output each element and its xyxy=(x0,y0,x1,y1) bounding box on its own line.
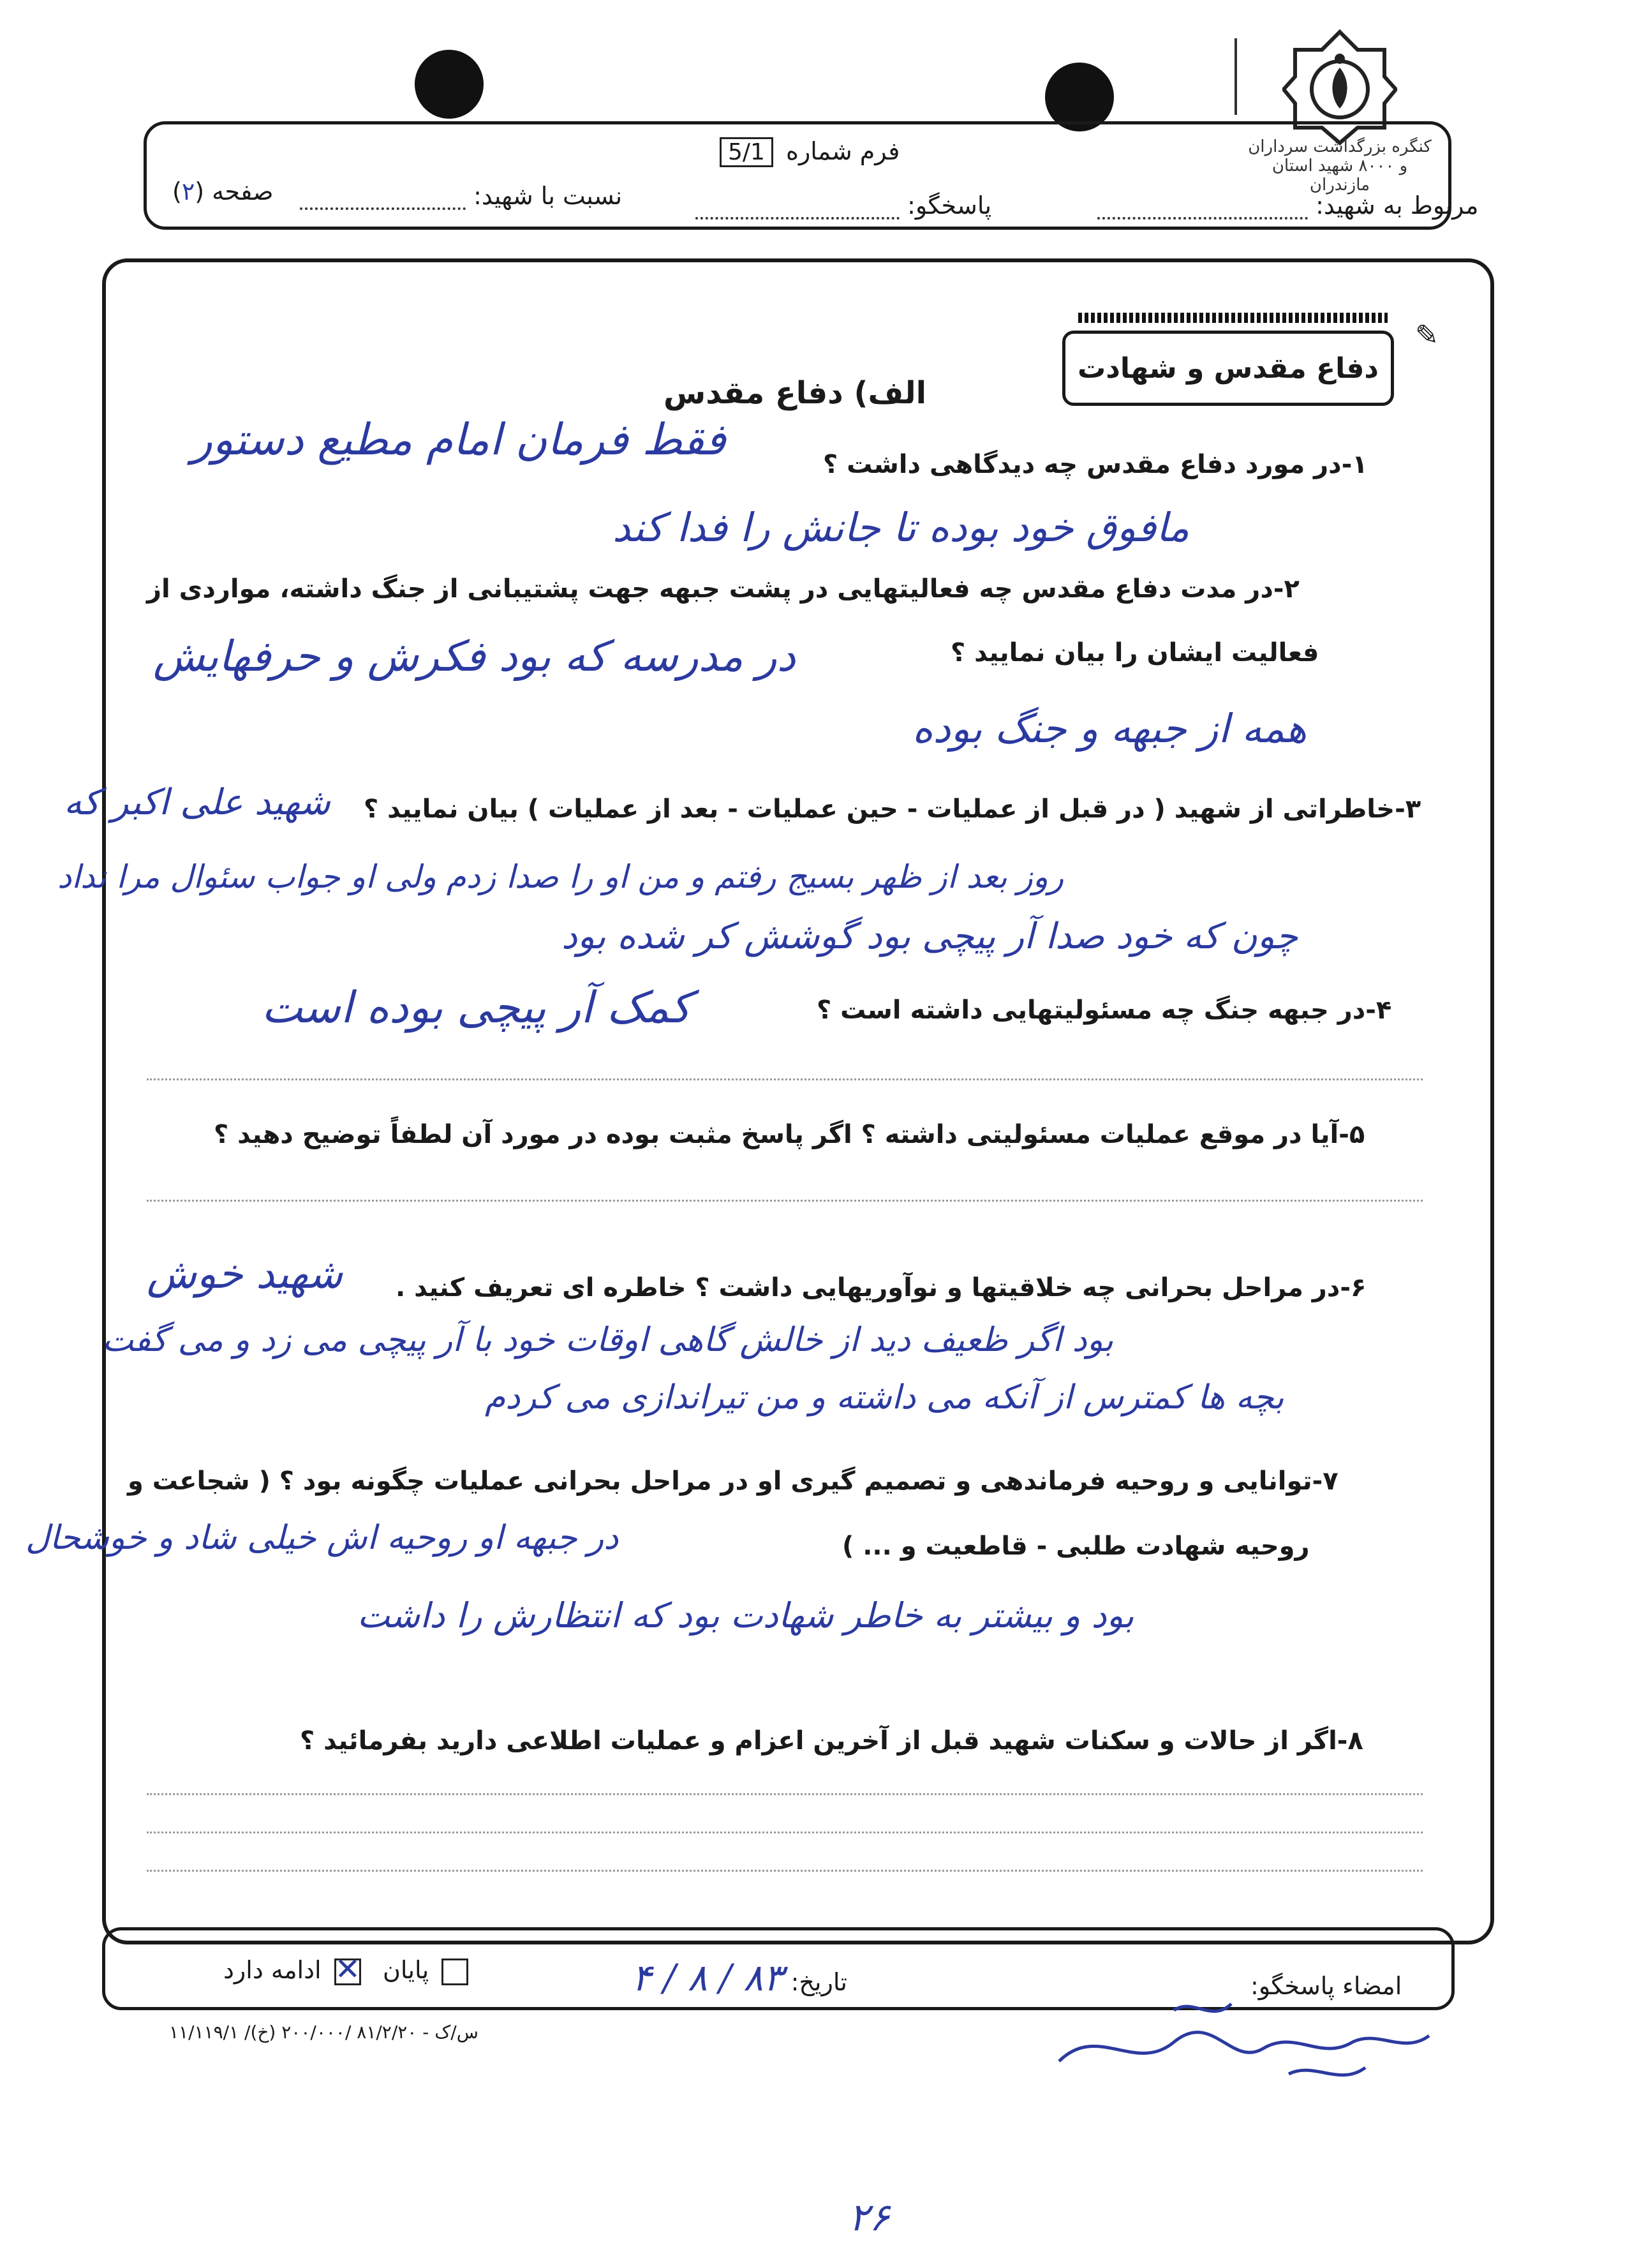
signature-label: امضاء پاسخگو: xyxy=(1250,1972,1402,2000)
question-6: ۶-در مراحل بحرانی چه خلاقیتها و نوآوریهایی داشت ؟ خاطره ای تعریف کنید . xyxy=(396,1273,1367,1302)
question-3: ۳-خاطراتی از شهید ( در قبل از عملیات - حین عملیات - بعد از عملیات ) بیان نمایید ؟ xyxy=(364,795,1421,824)
answer-line xyxy=(147,1078,1423,1080)
answer-line xyxy=(147,1870,1423,1872)
form-number-label: فرم شماره xyxy=(786,137,900,165)
continue-option[interactable] xyxy=(223,1956,366,1985)
answer-4-line-1: کمک آر پیچی بوده است xyxy=(262,983,692,1033)
related-label: مربوط به شهید: xyxy=(1316,191,1479,220)
end-label: پایان xyxy=(383,1956,429,1984)
related-martyr-field xyxy=(1097,191,1478,220)
answer-3-line-2: روز بعد از ظهر بسیج رفتم و من او را صدا زدم ولی او جواب سئوال مرا نداد xyxy=(57,858,1064,895)
relation-field xyxy=(300,182,622,210)
question-4: ۴-در جبهه جنگ چه مسئولیتهایی داشته است ؟ xyxy=(817,996,1392,1025)
answer-6-line-1: شهید خوش xyxy=(147,1251,343,1298)
question-2: ۲-در مدت دفاع مقدس چه فعالیتهایی در پشت جبهه جهت پشتیبانی از جنگ داشته، مواردی از xyxy=(147,574,1300,604)
relation-label: نسبت با شهید: xyxy=(473,182,623,210)
question-8: ۸-اگر از حالات و سکنات شهید قبل از آخرین اعزام و عملیات اطلاعی دارید بفرمائید ؟ xyxy=(300,1726,1363,1756)
section-heading: الف) دفاع مقدس xyxy=(664,375,927,411)
page-number: ۲۶ xyxy=(849,2195,890,2240)
section-tab: دفاع مقدس و شهادت xyxy=(1062,331,1394,406)
answer-2-line-1: در مدرسه که بود فکرش و حرفهایش xyxy=(153,632,796,681)
answer-3-line-1: شهید علی اکبر که xyxy=(64,782,330,823)
pen-icon: ✎ xyxy=(1415,319,1439,352)
page-value: ۲ xyxy=(181,177,195,205)
question-2-cont: فعالیت ایشان را بیان نمایید ؟ xyxy=(951,638,1319,668)
answer-1-line-2: مافوق خود بوده تا جانش را فدا کند xyxy=(612,504,1190,551)
form-code: ۱۱/۱۱۹/۱ /س/ک - ۸۱/۲/۲۰ /۲۰۰/۰۰۰ (خ) xyxy=(169,2022,478,2043)
answer-3-line-3: چون که خود صدا آر پیچی بود گوشش کر شده بود xyxy=(561,916,1298,957)
respondent-label: پاسخگو: xyxy=(907,191,992,220)
question-7: ۷-توانایی و روحیه فرماندهی و تصمیم گیری او در مراحل بحرانی عملیات چگونه بود ؟ ( شجاعت و xyxy=(128,1466,1338,1496)
continue-label: ادامه دارد xyxy=(223,1956,322,1984)
decorative-stripe xyxy=(1078,313,1388,323)
continue-checkbox[interactable] xyxy=(334,1958,361,1985)
answer-1-line-1: فقط فرمان امام مطیع دستور xyxy=(191,415,726,465)
answer-line xyxy=(147,1200,1423,1202)
end-option[interactable] xyxy=(383,1956,473,1985)
date-value: ۸۳ / ۸ / ۴ xyxy=(632,1956,783,1999)
page-label: صفحه xyxy=(212,177,274,205)
end-checkbox[interactable] xyxy=(441,1958,468,1985)
answer-6-line-3: بچه ها کمترس از آنکه می داشته و من تیراندازی می کردم xyxy=(485,1378,1284,1417)
answer-6-line-2: بود اگر ظعیف دید از خالش گاهی اوقات خود با آر پیچی می زد و می گفت xyxy=(102,1321,1114,1359)
answer-2-line-2: همه از جبهه و جنگ بوده xyxy=(912,705,1307,752)
respondent-signature xyxy=(1021,1985,1467,2093)
form-number-row xyxy=(715,137,900,167)
scribble-mark xyxy=(1234,38,1246,115)
punch-hole-left xyxy=(415,50,484,119)
date-label: تاریخ: xyxy=(790,1968,847,1996)
date-field xyxy=(632,1956,847,1999)
form-number-value: 5/1 xyxy=(720,137,773,167)
answer-line xyxy=(147,1832,1423,1833)
answer-7-line-2: بود و بیشتر به خاطر شهادت بود که انتظارش را داشت xyxy=(357,1595,1134,1636)
answer-line xyxy=(147,1793,1423,1795)
page-field: صفحه (۲) xyxy=(172,177,274,205)
question-7-cont: روحیه شهادت طلبی - قاطعیت و ... ) xyxy=(842,1532,1310,1561)
answer-7-line-1: در جبهه او روحیه اش خیلی شاد و خوشحال xyxy=(26,1519,619,1557)
question-5: ۵-آیا در موقع عملیات مسئولیتی داشته ؟ اگر پاسخ مثبت بوده در مورد آن لطفاً توضیح دهید ؟ xyxy=(214,1120,1365,1149)
respondent-field xyxy=(695,191,991,220)
logo-caption: کنگره بزرگداشت سرداران و ۸۰۰۰ شهید استان مازندران xyxy=(1248,137,1432,195)
question-1: ۱-در مورد دفاع مقدس چه دیدگاهی داشت ؟ xyxy=(823,450,1368,479)
